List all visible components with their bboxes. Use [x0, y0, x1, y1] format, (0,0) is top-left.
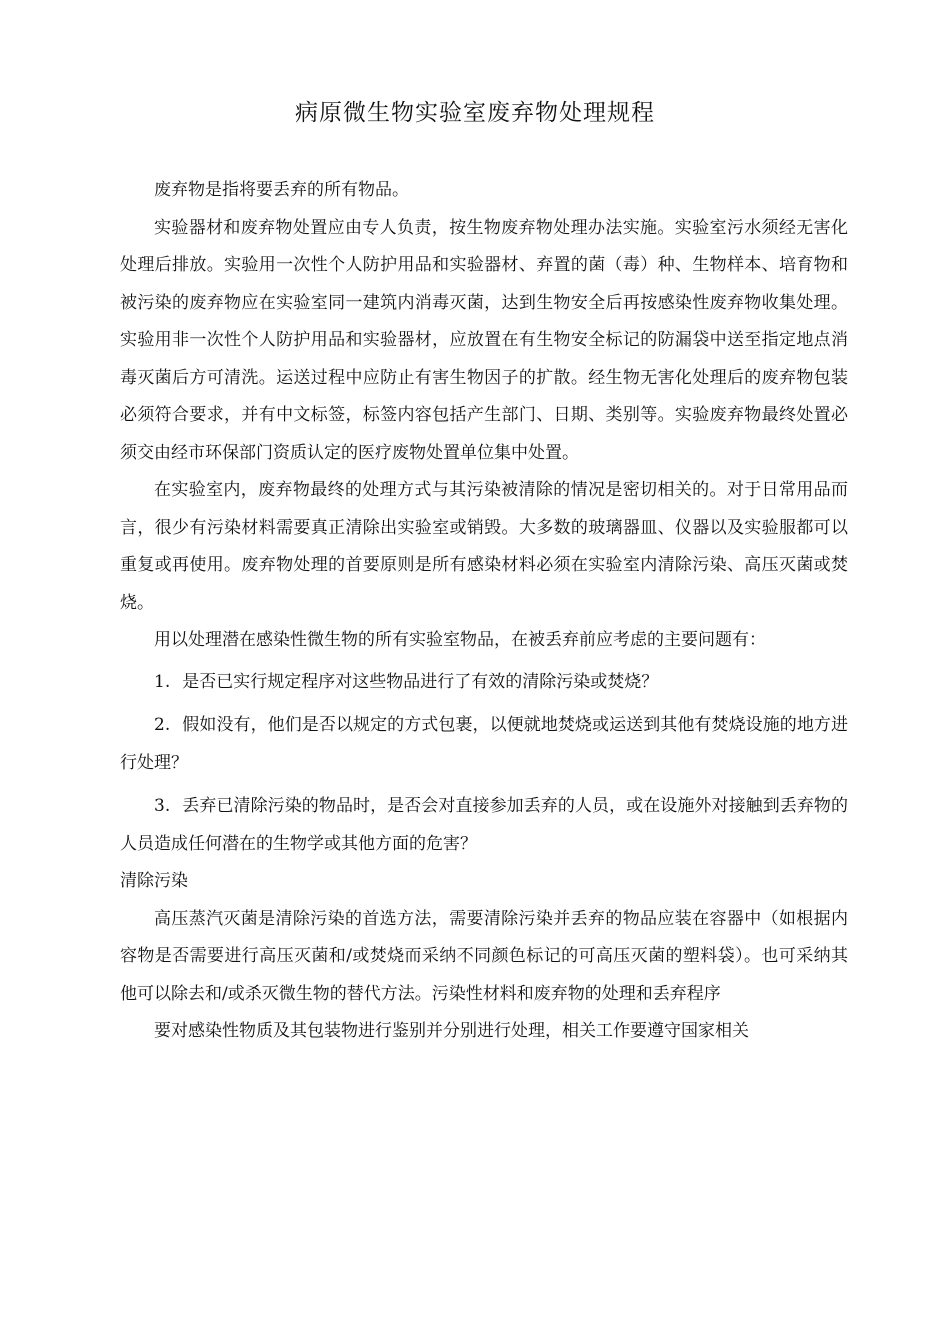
question-item: [120, 664, 848, 702]
question-number: 3.: [154, 796, 171, 816]
paragraph: 高压蒸汽灭菌是清除污染的首选方法，需要清除污染并丢弃的物品应装在容器中（如根据内容物是否需要进行高压灭菌和/或焚烧而采纳不同颜色标记的可高压灭菌的塑料袋）。也可采纳其他可以除去和/或杀灭微生物的替代方法。污染性材料和废弃物的处理和丢弃程序: [120, 908, 848, 1004]
paragraph: 废弃物是指将要丢弃的所有物品。: [154, 180, 409, 200]
question-number: 1.: [154, 671, 171, 692]
paragraph: 用以处理潜在感染性微生物的所有实验室物品，在被丢弃前应考虑的主要问题有：: [154, 630, 766, 650]
question-number: 2.: [154, 715, 171, 735]
paragraph: 实验器材和废弃物处置应由专人负责，按生物废弃物处理办法实施。实验室污水须经无害化处理后排放。实验用一次性个人防护用品和实验器材、弃置的菌（毒）种、生物样本、培育物和被污染的废弃物应在实验室同一建筑内消毒灭菌，达到生物安全后再按感染性废弃物收集处理。实验用非一次性个人防护用品和实验器材，应放置在有生物安全标记的防漏袋中送至指定地点消毒灭菌后方可清洗。运送过程中应防止有害生物因子的扩散。经生物无害化处理后的废弃物包装必须符合要求，并有中文标签，标签内容包括产生部门、日期、类别等。实验废弃物最终处置必须交由经市环保部门资质认定的医疗废物处置单位集中处置。: [120, 217, 848, 463]
document-title: 病原微生物实验室废弃物处理规程: [295, 100, 655, 126]
question-text: 是否已实行规定程序对这些物品进行了有效的清除污染或焚烧？: [182, 671, 659, 692]
question-item: [120, 707, 848, 782]
section-heading: 清除污染: [120, 871, 188, 891]
question-item: [120, 788, 848, 863]
question-text: 假如没有，他们是否以规定的方式包裹，以便就地焚烧或运送到其他有焚烧设施的地方进行处理？: [120, 715, 848, 773]
question-text: 丢弃已清除污染的物品时，是否会对直接参加丢弃的人员，或在设施外对接触到丢弃物的人员造成任何潜在的生物学或其他方面的危害？: [120, 796, 848, 854]
paragraph: 在实验室内，废弃物最终的处理方式与其污染被清除的情况是密切相关的。对于日常用品而言，很少有污染材料需要真正清除出实验室或销毁。大多数的玻璃器皿、仪器以及实验服都可以重复或再使用。废弃物处理的首要原则是所有感染材料必须在实验室内清除污染、高压灭菌或焚烧。: [120, 480, 848, 613]
paragraph: 要对感染性物质及其包装物进行鉴别并分别进行处理，相关工作要遵守国家相关: [154, 1021, 749, 1041]
document-body: [120, 172, 848, 1051]
